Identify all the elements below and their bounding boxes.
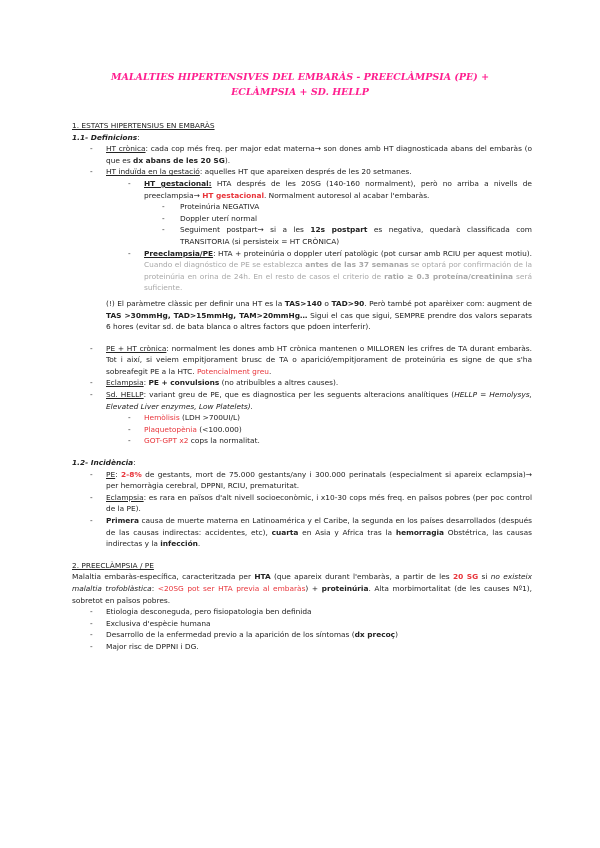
list-item-exclusiva: - Exclusiva d'espècie humana — [90, 618, 211, 628]
subsection-1-1: 1.1- Definicions: — [72, 132, 140, 142]
list-item-preeclampsia: - Preeclampsia/PE: HTA + proteinúria o doppler uterí patològic (pot cursar amb RCIU per aquest motiu). Cuando el diagnóstico de PE se establezca antes de las 37 semanas se optará por confirmación de la proteinúria en orina de 24h. En el resto de casos el criterio de ratio ≥ 0.3 proteína/creatinina será suficiente. — [128, 248, 532, 293]
section-2-heading: 2. PREECLÀMPSIA / PE — [72, 560, 154, 570]
list-item-plaquetopenia: - Plaquetopènia (<100.000) — [128, 424, 242, 434]
list-item-major-risc: - Major risc de DPPNI i DG. — [90, 641, 199, 651]
list-item-incidencia-pe: - PE: 2-8% de gestants, mort de 75.000 gestants/any i 300.000 perinatals (especialment si apareix eclampsia)→ per hemorràgia cerebral, DPPNI, RCIU, prematuritat. — [90, 469, 532, 491]
subsection-1-2: 1.2- Incidència: — [72, 458, 136, 468]
section-1-heading: 1. ESTATS HIPERTENSIUS EN EMBARÀS — [72, 121, 215, 130]
list-item-etiologia: - Etiologia desconeguda, pero fisiopatologia ben definida — [90, 607, 312, 617]
list-item-eclampsia: - Eclampsia: PE + convulsions (no atribuïbles a altres causes). — [90, 378, 339, 388]
subsection-1-1-title: 1.1- Definicions — [72, 132, 138, 142]
section-2-paragraph: Malaltia embaràs-específica, caracteritzada per HTA (que apareix durant l'embaràs, a partir de les 20 SG si no existeix malaltia trofoblàstica: <20SG pot ser HTA previa al embaràs) + proteinúria. Alta morbimortalitat (de les causes Nº1), sobretot en països pobres. — [72, 572, 532, 605]
list-item-hellp: - Sd. HELLP: variant greu de PE, que es diagnostica per les seguents alteracions analítiques (HELLP = Hemolysys, Elevated Liver enzymes, Low Platelets). — [90, 390, 532, 411]
list-item-ht-cronica: - HT crònica: cada cop més freq. per major edat materna→ son dones amb HT diagnosticada abans del embaràs (o que es dx abans de les 20 SG). — [90, 144, 532, 165]
document-body — [72, 120, 532, 653]
subsection-1-2-title: 1.2- Incidència — [72, 458, 134, 468]
list-item-got-gpt: - GOT-GPT x2 cops la normalitat. — [128, 436, 260, 446]
list-item-doppler: - Doppler uterí normal — [162, 213, 258, 223]
list-item-ht-induida: - HT induïda en la gestació: aquelles HT que apareixen després de les 20 setmanes. — [90, 167, 412, 177]
note-paragraph: (!) El paràmetre clàssic per definir una HT es la TAS>140 o TAD>90. Però també pot aparèixer com: augment de TAS >30mmHg, TAD>15mmHg, TAM>20mmHg… Sigui el cas que sigui, SEMPRE prendre dos valors separats 6 hores (evitar sd. de bata blanca o altres factors que pdoen interferir). — [106, 298, 532, 332]
list-item-pe-ht-cronica: - PE + HT crònica: normalment les dones amb HT crònica mantenen o MILLOREN les crifres de TA durant embaràs. Tot i així, si veiem empitjorament brusc de TA o aparició/empitjorament de proteinúria es signe de que s'ha sobreafegit PE a la HTC. Potencialment greu. — [90, 343, 532, 376]
list-item-hemolisis: - Hemòlisis (LDH >700UI/L) — [128, 413, 241, 423]
list-item-primera-causa: - Primera causa de muerte materna en Latinoamérica y el Caribe, la segunda en los países desarrollados (después de las causas indirectas: accidentes, etc), cuarta en Asia y Africa tras la hemorragia Obstétrica, las causas indirectas y la infección. — [90, 516, 532, 549]
list-item-proteinuria: - Proteinúria NEGATIVA — [162, 202, 260, 212]
list-item-seguiment: - Seguiment postpart→ si a les 12s postpart es negativa, quedarà classificada com TRANSITORIA (si persisteix = HT CRÒNICA) — [162, 225, 532, 246]
document-title: MALALTIES HIPERTENSIVES DEL EMBARÀS - PREECLÀMPSIA (PE) + ECLÀMPSIA + SD. HELLP — [110, 72, 490, 98]
list-item-ht-gestacional: - HT gestacional: HTA després de les 20SG (140-160 normalment), però no arriba a nivells de preeclampsia→ HT gestacional. Normalment autoresol al acabar l'embaràs. — [128, 178, 532, 200]
list-item-incidencia-eclampsia: - Eclampsia: es rara en països d'alt nivell socioeconòmic, i x10-30 cops més freq. en països pobres (per poc control de la PE). — [90, 492, 532, 514]
list-item-desarrollo: - Desarrollo de la enfermedad previo a la aparición de los síntomas (dx precoç) — [90, 630, 398, 640]
